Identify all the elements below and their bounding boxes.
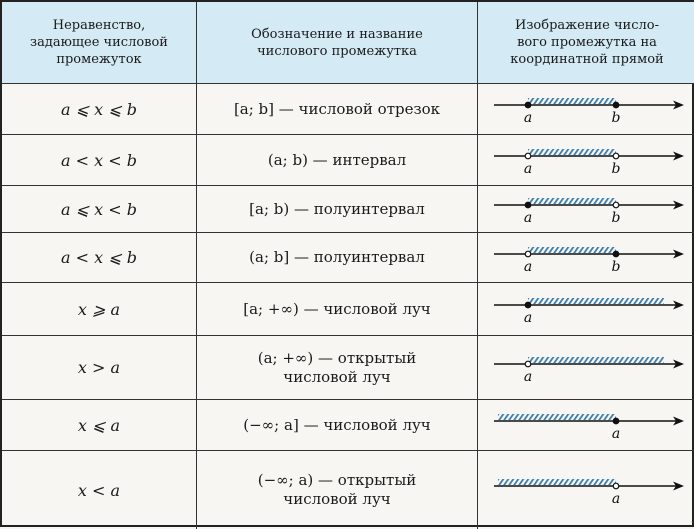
a-point xyxy=(525,202,531,208)
number-line-figure xyxy=(480,346,694,390)
row-5-name: [a; +∞) — числовой луч xyxy=(197,283,478,336)
number-line-figure xyxy=(480,468,694,512)
row-3-name: [a; b) — полуинтервал xyxy=(197,186,478,233)
a-label: a xyxy=(611,491,621,507)
row-6-inequality: x > a xyxy=(2,336,197,400)
b-point xyxy=(613,153,619,159)
number-line-figure xyxy=(480,236,694,280)
row-2-inequality: a < x < b xyxy=(2,135,197,186)
row-6-name: (a; +∞) — открытый числовой луч xyxy=(197,336,478,400)
row-3-number-line xyxy=(478,186,694,233)
number-line-figure xyxy=(480,87,694,131)
b-label: b xyxy=(611,161,621,177)
row-5-number-line xyxy=(478,283,694,336)
header-notation: Обозначение и название числового промежутка xyxy=(197,2,478,84)
row-1-number-line xyxy=(478,84,694,135)
a-point xyxy=(525,102,531,108)
a-label: a xyxy=(523,110,533,126)
hatch-region xyxy=(528,149,616,155)
b-point xyxy=(613,251,619,257)
b-point xyxy=(613,202,619,208)
hatch-region xyxy=(528,298,664,304)
row-8-name: (−∞; a) — открытый числовой луч xyxy=(197,451,478,529)
b-point xyxy=(613,102,619,108)
number-line-figure xyxy=(480,403,694,447)
row-8-number-line xyxy=(478,451,694,529)
row-2-number-line xyxy=(478,135,694,186)
number-line-figure xyxy=(480,138,694,182)
row-1-inequality: a ⩽ x ⩽ b xyxy=(2,84,197,135)
row-1-name: [a; b] — числовой отрезок xyxy=(197,84,478,135)
row-5-inequality: x ⩾ a xyxy=(2,283,197,336)
a-point xyxy=(525,302,531,308)
a-point xyxy=(613,418,619,424)
a-point xyxy=(525,361,531,367)
header-inequality: Неравенство, задающее числовой промежуток xyxy=(2,2,197,84)
row-4-inequality: a < x ⩽ b xyxy=(2,233,197,283)
a-label: a xyxy=(523,161,533,177)
hatch-region xyxy=(528,247,616,253)
number-line-figure xyxy=(480,187,694,231)
hatch-region xyxy=(498,414,616,420)
row-7-number-line xyxy=(478,400,694,451)
row-6-number-line xyxy=(478,336,694,400)
row-4-number-line xyxy=(478,233,694,283)
a-label: a xyxy=(523,310,533,326)
a-point xyxy=(613,483,619,489)
a-label: a xyxy=(523,258,533,275)
a-label: a xyxy=(523,210,533,226)
row-2-name: (a; b) — интервал xyxy=(197,135,478,186)
b-label: b xyxy=(611,258,621,275)
a-point xyxy=(525,153,531,159)
row-7-name: (−∞; a] — числовой луч xyxy=(197,400,478,451)
header-picture: Изображение число- вого промежутка на координатной прямой xyxy=(478,2,694,84)
a-label: a xyxy=(611,426,621,442)
a-label: a xyxy=(523,368,533,385)
hatch-region xyxy=(528,357,664,363)
a-point xyxy=(525,251,531,257)
number-line-figure xyxy=(480,287,694,331)
row-8-inequality: x < a xyxy=(2,451,197,529)
hatch-region xyxy=(528,98,616,104)
row-7-inequality: x ⩽ a xyxy=(2,400,197,451)
row-4-name: (a; b] — полуинтервал xyxy=(197,233,478,283)
b-label: b xyxy=(611,210,621,226)
b-label: b xyxy=(611,110,621,126)
row-3-inequality: a ⩽ x < b xyxy=(2,186,197,233)
hatch-region xyxy=(498,479,616,485)
hatch-region xyxy=(528,198,616,204)
